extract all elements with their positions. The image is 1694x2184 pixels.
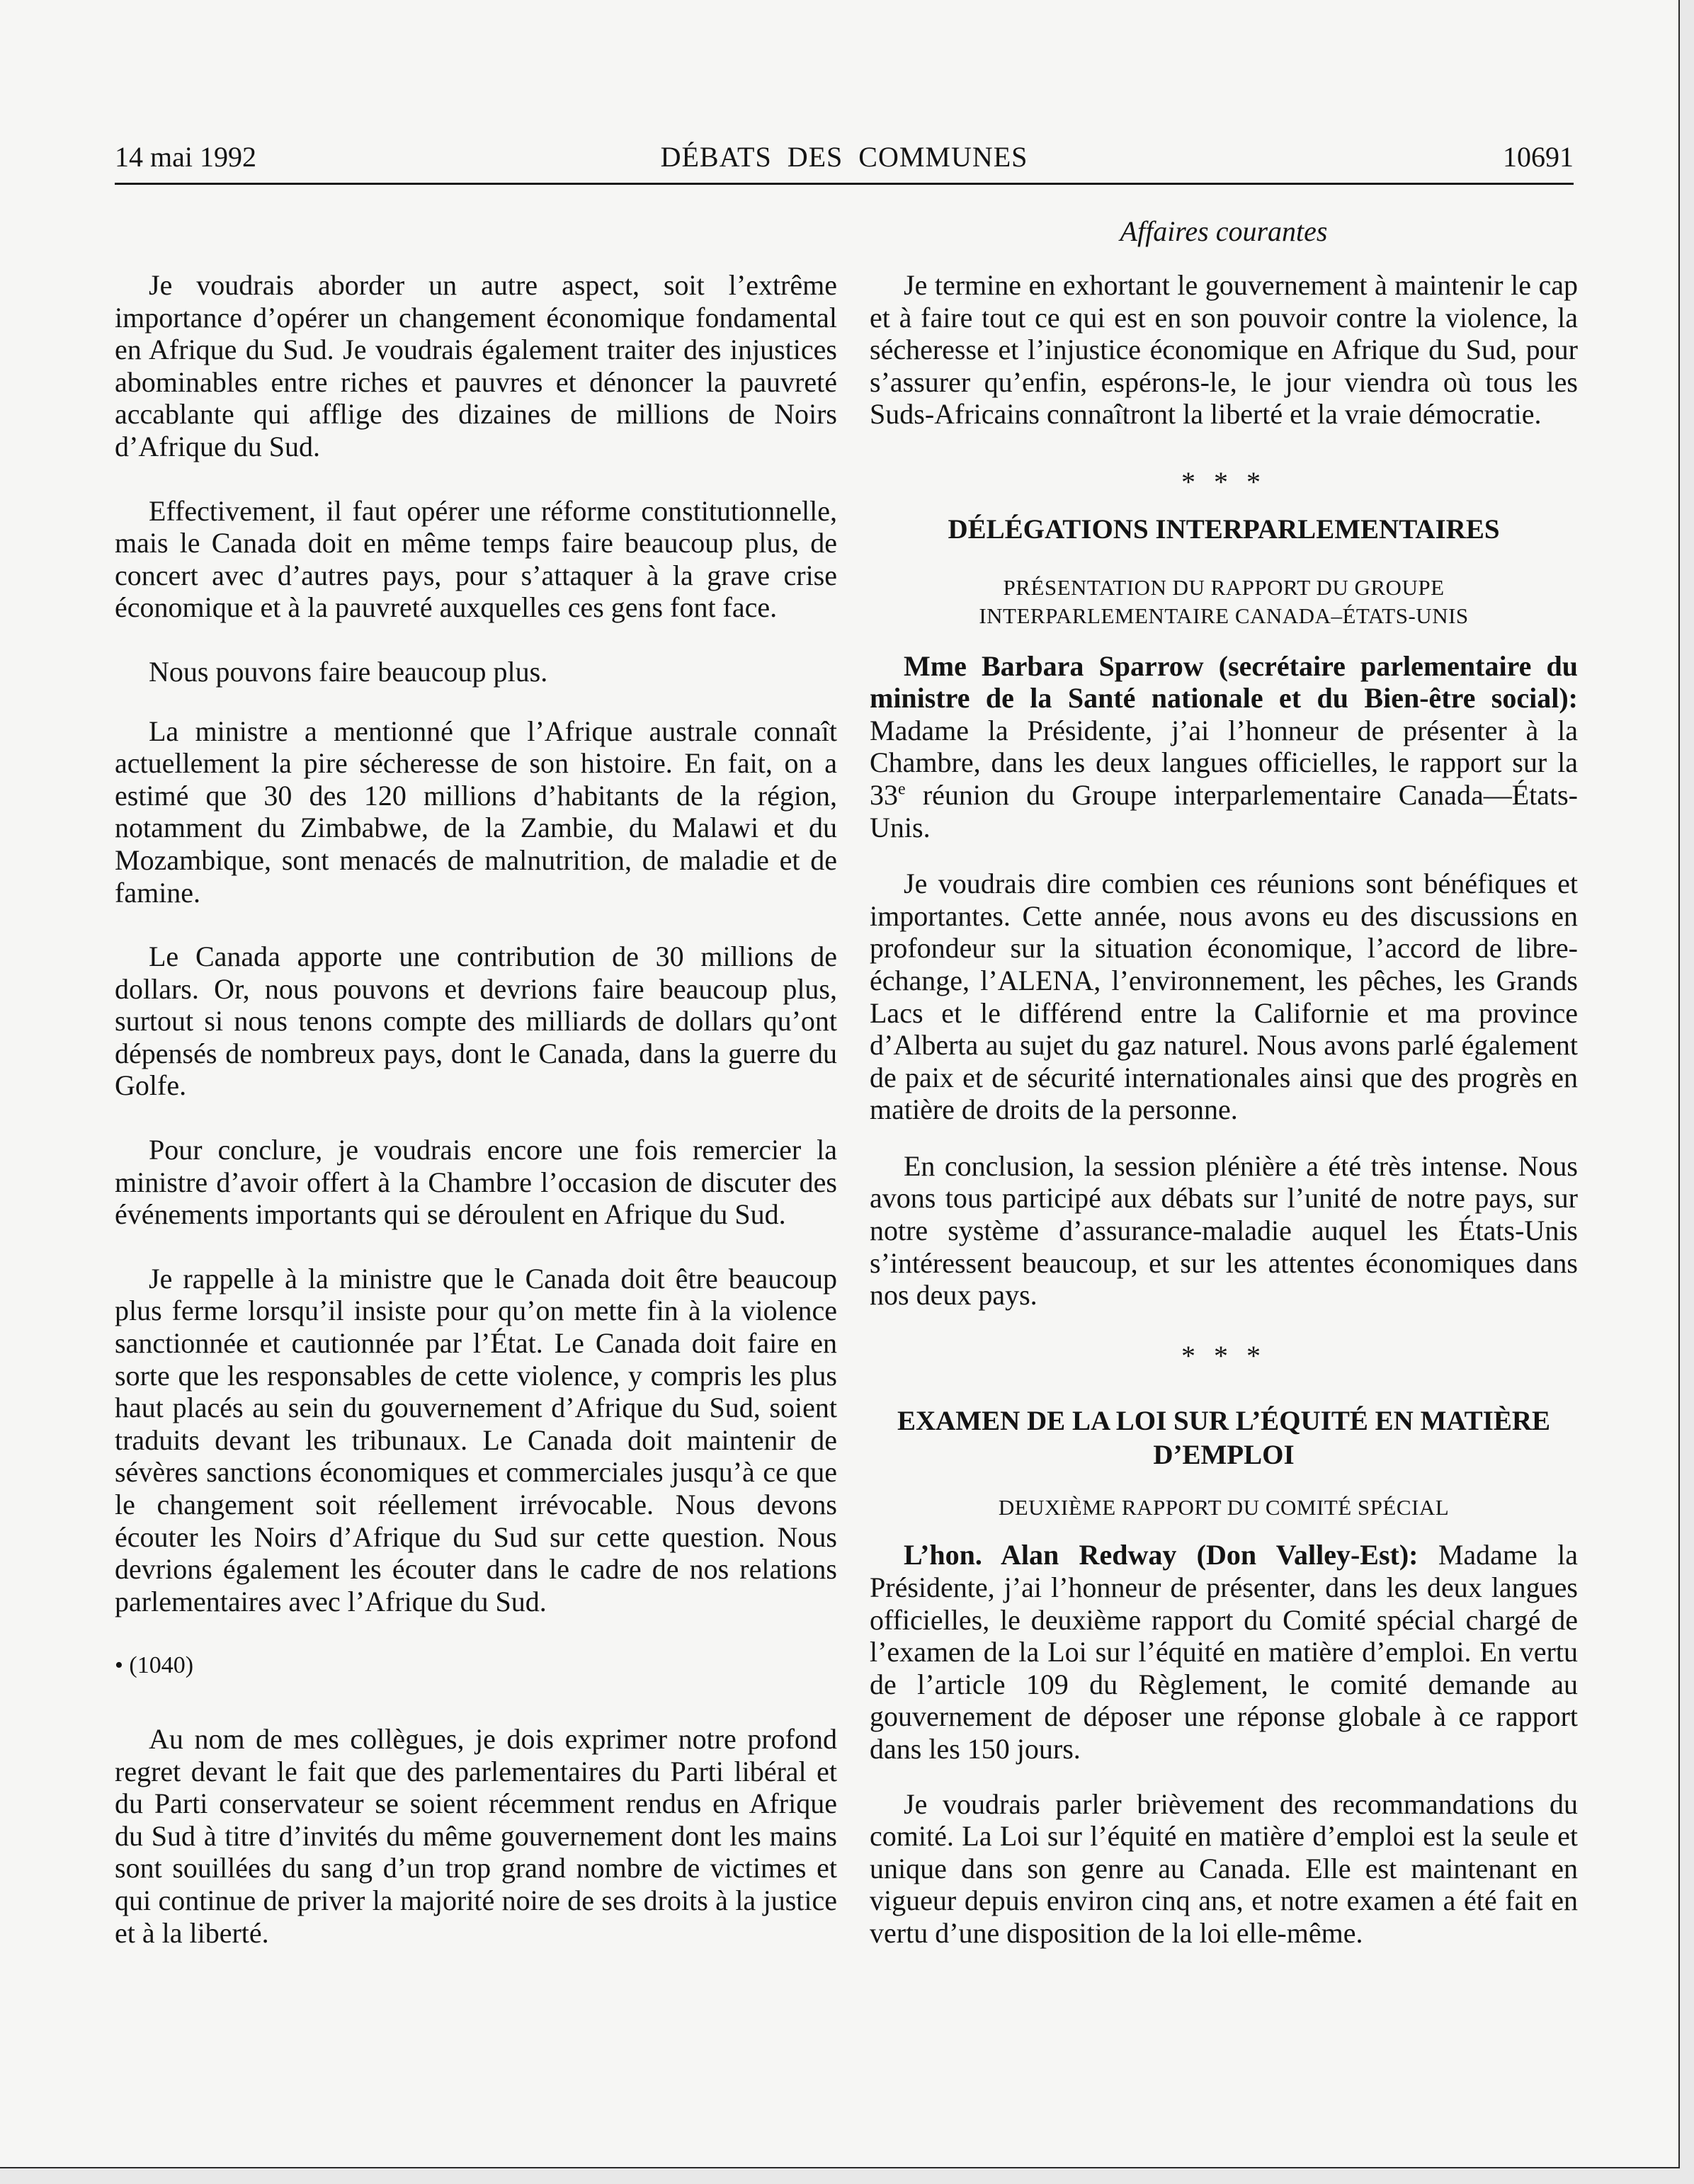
- section-heading: DÉLÉGATIONS INTERPARLEMENTAIRES: [948, 513, 1500, 545]
- header-date: 14 mai 1992: [115, 141, 256, 173]
- publication-title: DÉBATS DES COMMUNES: [660, 141, 1028, 173]
- section-subheading: INTERPARLEMENTAIRE CANADA–ÉTATS-UNIS: [979, 603, 1469, 628]
- paragraph: Nous pouvons faire beaucoup plus.: [149, 655, 548, 688]
- paragraph: Je voudrais parler brièvement des recommandations du comité. La Loi sur l’équité en matière d’emploi est la seule et unique dans son genre au Canada. Elle est maintenant en vigueur depuis environ cinq ans, et notre examen a été fait en vertu d’une disposition de la loi elle-même.: [870, 1787, 1578, 1949]
- speech-text: réunion du Groupe interparlementaire Canada—États-Unis.: [870, 778, 1578, 843]
- paragraph: Je termine en exhortant le gouvernement à maintenir le cap et à faire tout ce qui est en son pouvoir contre la violence, la sécheresse et l’injustice économique en Afrique du Sud, pour s’assurer qu’enfin, espérons-le, le jour viendra où tous les Suds-Africains connaîtront la liberté et la vraie démocratie.: [870, 269, 1578, 431]
- paragraph: La ministre a mentionné que l’Afrique australe connaît actuellement la pire sécheresse de son histoire. En fait, on a estimé que 30 des 120 millions d’habitants de la région, notamment du Zimbabwe, de la Zambie, du Malawi et du Mozambique, sont menacés de malnutrition, de maladie et de famine.: [115, 715, 837, 909]
- section-separator: * * *: [1181, 1339, 1266, 1372]
- section-subheading: PRÉSENTATION DU RAPPORT DU GROUPE: [1003, 574, 1445, 600]
- running-head: Affaires courantes: [1120, 215, 1328, 247]
- right-column: [870, 269, 1578, 1950]
- paragraph: Au nom de mes collègues, je dois exprimer notre profond regret devant le fait que des parlementaires du Parti libéral et du Parti conservateur se soient récemment rendus en Afrique du Sud à titre d’invités du même gouvernement dont les mains sont souillées du sang d’un trop grand nombre de victimes et qui continue de priver la majorité noire de ses droits à la justice et à la liberté.: [115, 1722, 837, 1949]
- section-separator: * * *: [1181, 465, 1266, 498]
- paragraph: Le Canada apporte une contribution de 30 millions de dollars. Or, nous pouvons et devrions faire beaucoup plus, surtout si nous tenons compte des milliards de dollars qu’ont dépensés de nombreux pays, dont le Canada, dans la guerre du Golfe.: [115, 940, 837, 1102]
- speaker-name: Mme Barbara Sparrow (secrétaire parlementaire du ministre de la Santé nationale et du Bien-être social):: [870, 649, 1578, 715]
- section-heading: EXAMEN DE LA LOI SUR L’ÉQUITÉ EN MATIÈRE: [897, 1406, 1551, 1437]
- page-header: [115, 139, 1574, 185]
- paragraph: En conclusion, la session plénière a été très intense. Nous avons tous participé aux débats sur l’unité de notre pays, sur notre système d’assurance-maladie auquel les États-Unis s’intéressent beaucoup, et sur les attentes économiques dans nos deux pays.: [870, 1149, 1578, 1312]
- paragraph: Je voudrais dire combien ces réunions sont bénéfiques et importantes. Cette année, nous avons eu des discussions en profondeur sur la situation économique, l’accord de libre-échange, l’ALENA, l’environnement, les pêches, les Grands Lacs et le différend entre la Californie et ma province d’Alberta au sujet du gaz naturel. Nous avons parlé également de paix et de sécurité internationales ainsi que des progrès en matière de droits de la personne.: [870, 868, 1578, 1126]
- ordinal-suffix: e: [898, 780, 906, 799]
- paragraph: Pour conclure, je voudrais encore une fois remercier la ministre d’avoir offert à la Chambre l’occasion de discuter des événements importants qui se déroulent en Afrique du Sud.: [115, 1134, 837, 1231]
- speech-text: Madame la Présidente, j’ai l’honneur de présenter, dans les deux langues officielles, le deuxième rapport du Comité spécial chargé de l’examen de la Loi sur l’équité en matière d’emploi. En vertu de l’article 109 du Règlement, le comité demande au gouvernement de déposer une réponse globale à ce rapport dans les 150 jours.: [870, 1539, 1578, 1765]
- paragraph: Je rappelle à la ministre que le Canada doit être beaucoup plus ferme lorsqu’il insiste pour qu’on mette fin à la violence sanctionnée et cautionnée par l’État. Le Canada doit faire en sorte que les responsables de cette violence, y compris les plus haut placés au sein du gouvernement d’Afrique du Sud, soient traduits devant les tribunaux. Le Canada doit maintenir de sévères sanctions économiques et commerciales jusqu’à ce que le changement soit réellement irrévocable. Nous devons écouter les Noirs d’Afrique du Sud sur cette question. Nous devrions également les écouter dans le cadre de nos relations parlementaires avec l’Afrique du Sud.: [115, 1262, 837, 1617]
- section-heading: D’EMPLOI: [1153, 1440, 1295, 1471]
- speaker-name: L’hon. Alan Redway (Don Valley-Est):: [904, 1539, 1419, 1571]
- speech-paragraph: [870, 1539, 1578, 1765]
- speech-paragraph: [870, 650, 1578, 844]
- time-marker: • (1040): [115, 1652, 194, 1679]
- left-column: [115, 269, 837, 1949]
- section-subheading: DEUXIÈME RAPPORT DU COMITÉ SPÉCIAL: [998, 1495, 1450, 1520]
- paragraph: Effectivement, il faut opérer une réforme constitutionnelle, mais le Canada doit en même temps faire beaucoup plus, de concert avec d’autres pays, pour s’attaquer à la grave crise économique et à la pauvreté auxquelles ces gens font face.: [115, 494, 837, 624]
- paragraph: Je voudrais aborder un autre aspect, soit l’extrême importance d’opérer un changement économique fondamental en Afrique du Sud. Je voudrais également traiter des injustices abominables entre riches et pauvres et dénoncer la pauvreté accablante qui afflige des dizaines de millions de Noirs d’Afrique du Sud.: [115, 269, 837, 462]
- page-number: 10691: [1503, 141, 1574, 173]
- speech-text: Madame la Présidente, j’ai l’honneur de présenter à la Chambre, dans les deux langues officielles, le rapport sur la 33: [870, 714, 1578, 811]
